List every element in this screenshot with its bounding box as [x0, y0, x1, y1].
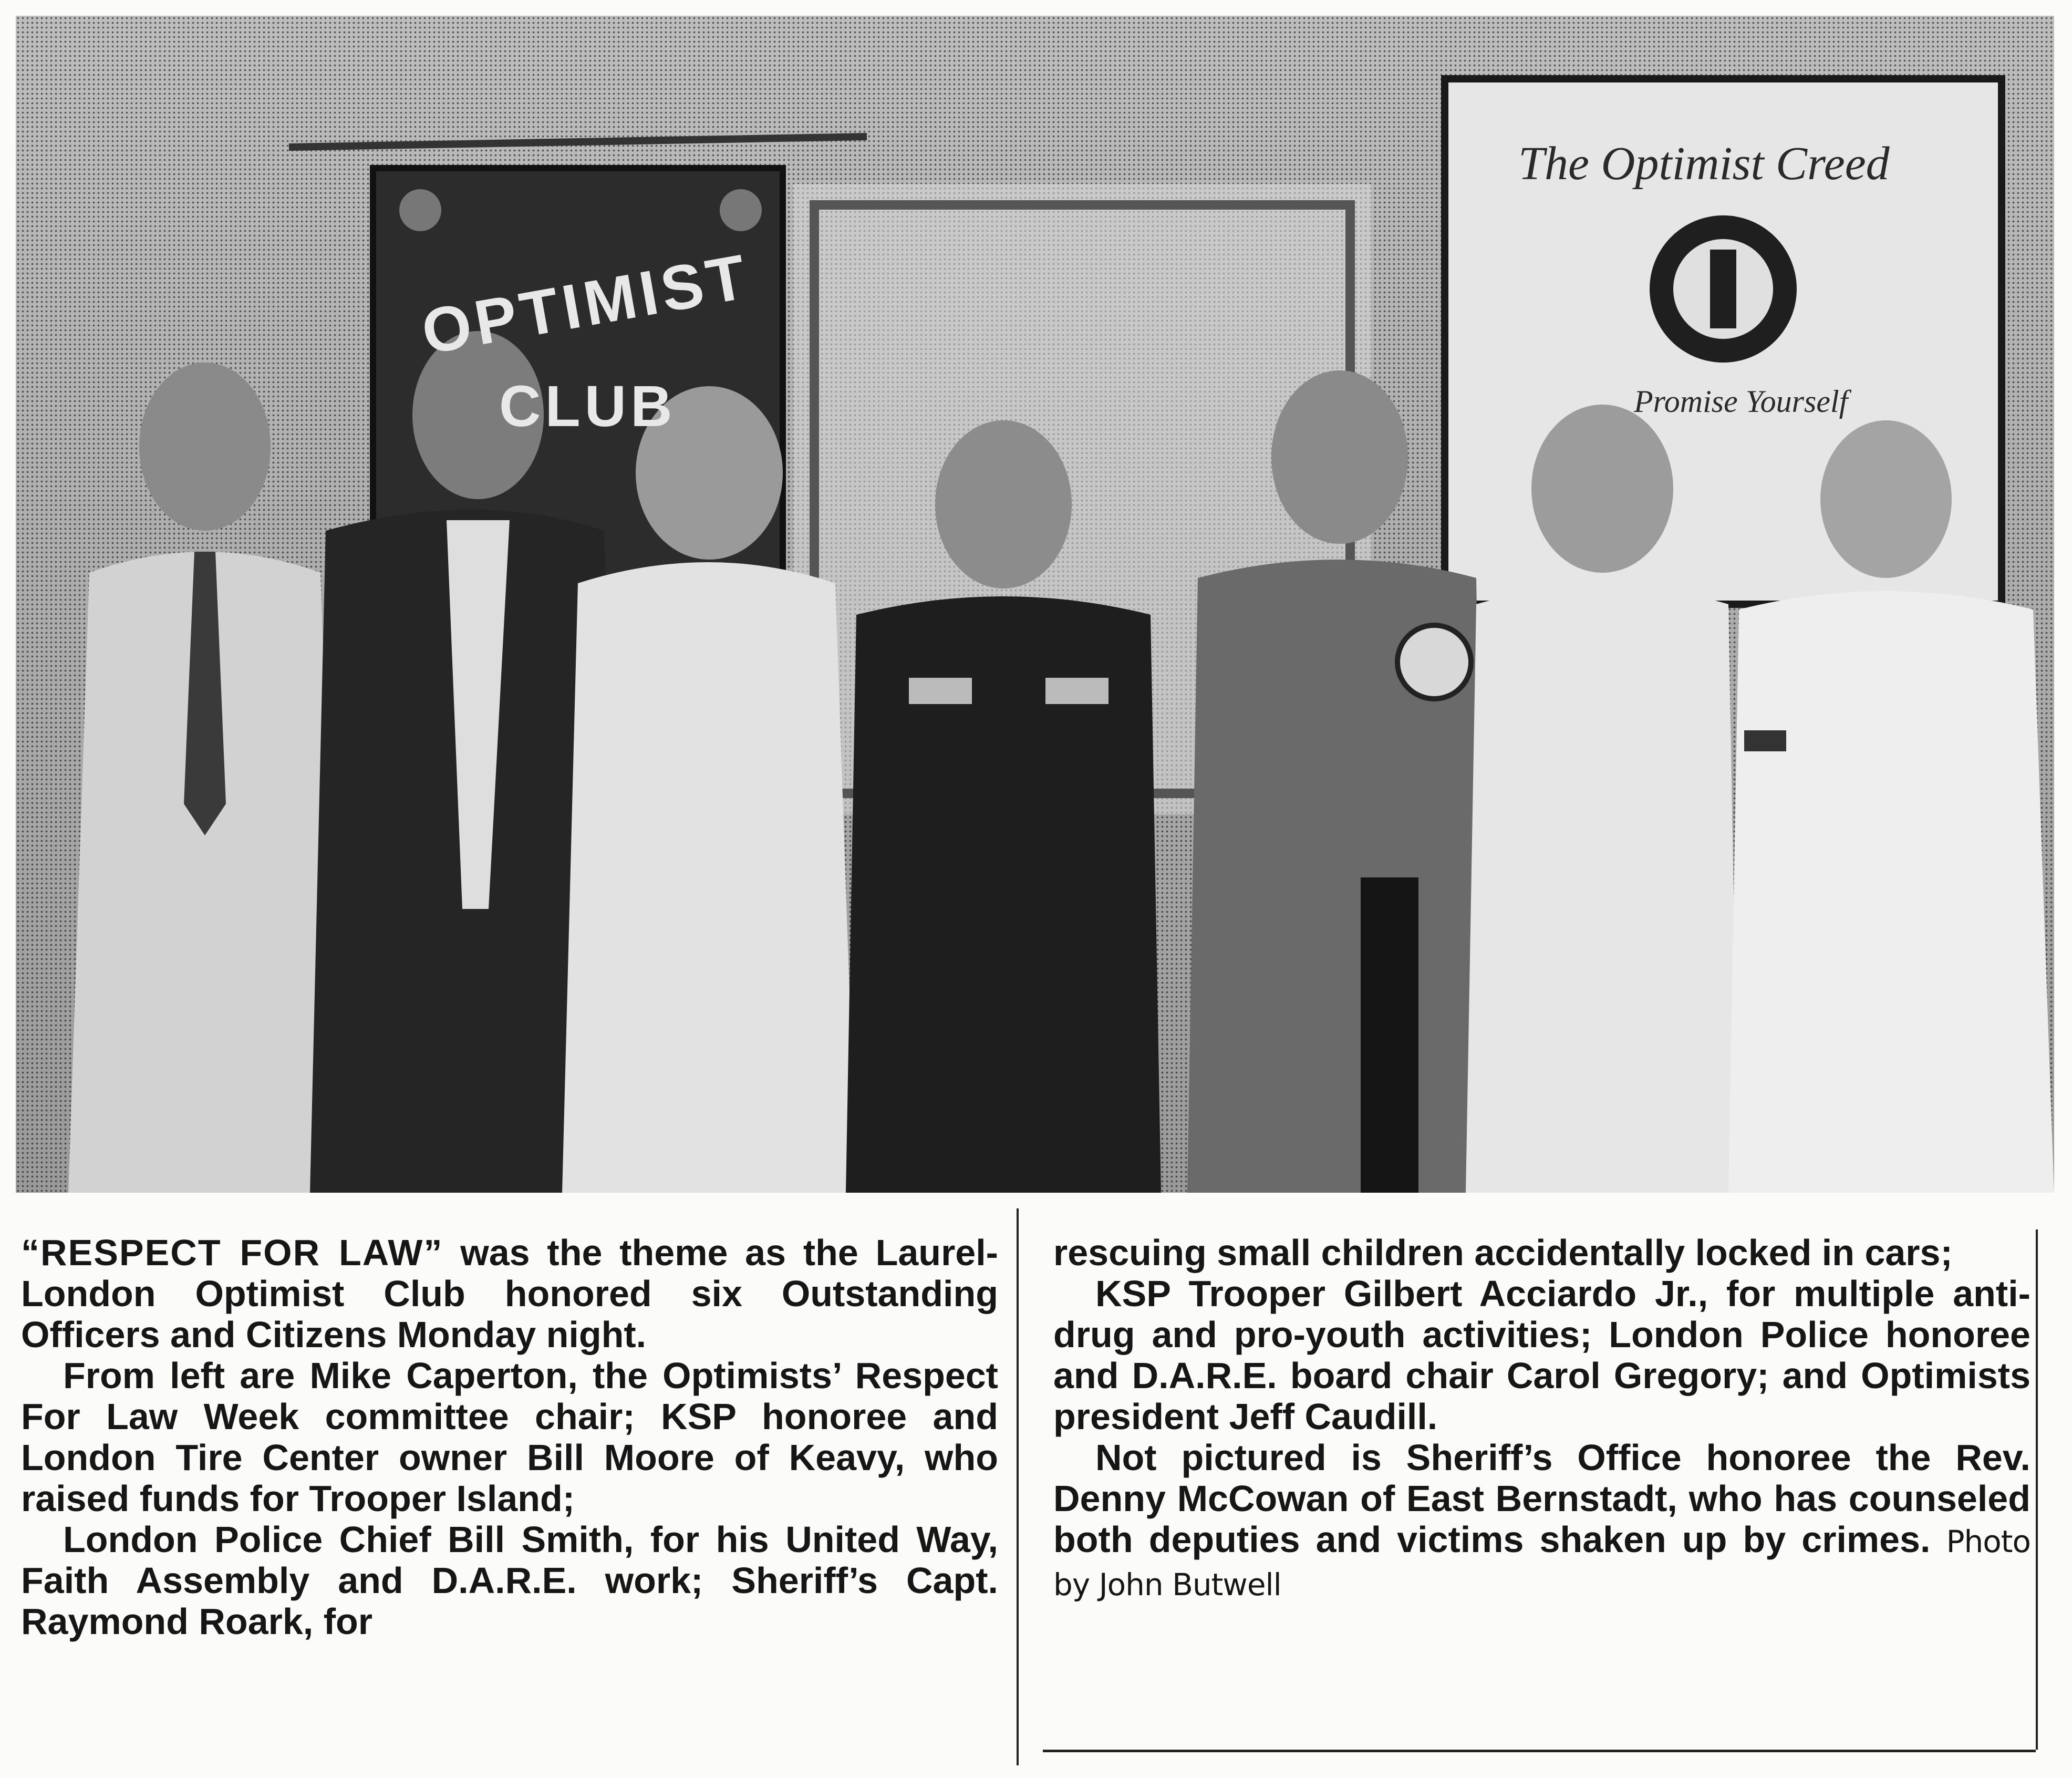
caption-right-column — [1053, 1232, 2030, 1605]
caption-lead: “RESPECT FOR LAW” — [21, 1232, 443, 1273]
caption-paragraph-6 — [1053, 1437, 2030, 1605]
caption-left-column — [21, 1232, 998, 1642]
bottom-rule — [1043, 1750, 2036, 1752]
banner-text-optimist: OPTIMIST — [417, 241, 755, 368]
plaque-title: The Optimist Creed — [1518, 138, 1890, 190]
caption-paragraph-3: London Police Chief Bill Smith, for his United Way, Faith Assembly and D.A.R.E. work; Sheriff’s Capt. Raymond Roark, for — [21, 1519, 998, 1642]
photo-credit: Photo by John Butwell — [1053, 1524, 2031, 1603]
caption-paragraph-6-text: Not pictured is Sheriff’s Office honoree the Rev. Denny McCowan of East Bernstadt, who has counseled both deputies and victims shaken up by crimes. — [1053, 1437, 2030, 1560]
plaque-line: Promise Yourself — [1634, 384, 1848, 419]
column-divider — [1017, 1208, 1019, 1765]
banner-emblem-left — [399, 189, 441, 231]
caption-paragraph-5: KSP Trooper Gilbert Acciardo Jr., for multiple anti-drug and pro-youth activities; London Police honoree and D.A.R.E. board chair Carol Gregory; and Optimists president Jeff Caudill. — [1053, 1273, 2030, 1437]
caption-paragraph-4: rescuing small children accidentally locked in cars; — [1053, 1232, 1953, 1273]
caption-paragraph-2: From left are Mike Caperton, the Optimists’ Respect For Law Week committee chair; KSP honoree and London Tire Center owner Bill Moore of Keavy, who raised funds for Trooper Island; — [21, 1355, 998, 1519]
caption-paragraph-1 — [21, 1232, 998, 1355]
banner-text-club: CLUB — [499, 374, 677, 439]
banner-emblem-right — [720, 189, 762, 231]
person-1 — [68, 363, 341, 1193]
halftone-photo — [16, 16, 2054, 1193]
banner-rod — [289, 137, 867, 147]
caption-lead-rest: was the theme as the Laurel-London Optimist Club honored six Outstanding Officers and Citizens Monday night. — [21, 1232, 998, 1355]
photo-scene — [16, 16, 2054, 1193]
